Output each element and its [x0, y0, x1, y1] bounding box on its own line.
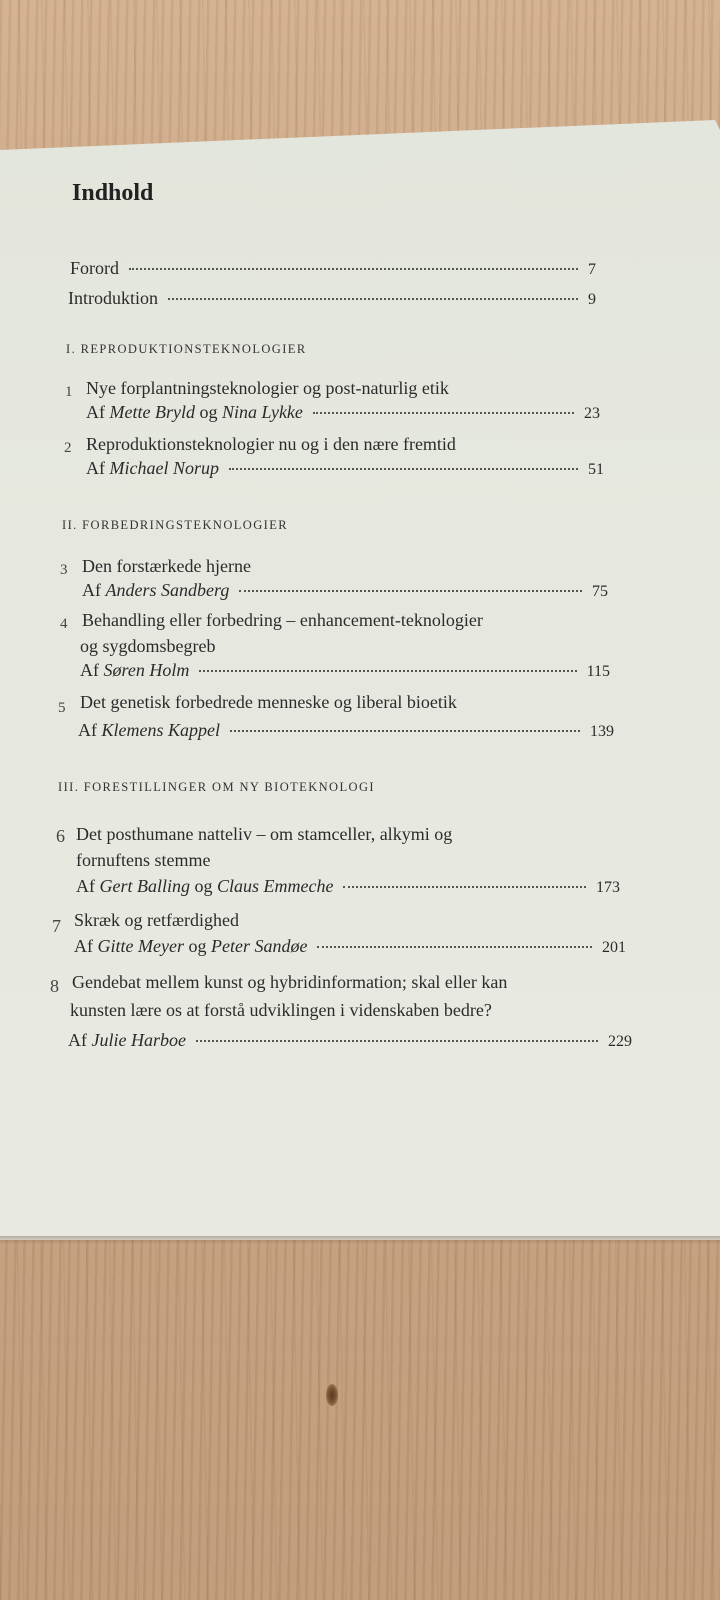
- af-label: Af: [86, 402, 105, 422]
- af-label: Af: [76, 876, 95, 896]
- page-number: 115: [586, 663, 610, 680]
- author-name: Gitte Meyer: [97, 936, 184, 956]
- chapter-number: 5: [58, 700, 66, 716]
- author-name: Claus Emmeche: [217, 876, 334, 896]
- dot-leader: [317, 946, 592, 948]
- page-number: 201: [602, 939, 626, 956]
- af-label: Af: [80, 660, 99, 680]
- entry-label: Introduktion: [68, 288, 158, 308]
- dot-leader: [129, 268, 578, 270]
- dot-leader: [313, 412, 574, 414]
- chapter-title: Den forstærkede hjerne: [82, 556, 251, 576]
- chapter-author: [86, 458, 604, 479]
- chapter-author: [78, 720, 614, 741]
- section-heading: III. FORESTILLINGER OM NY BIOTEKNOLOGI: [58, 780, 375, 794]
- toc-title: Indhold: [72, 180, 154, 206]
- chapter-number: 8: [50, 976, 59, 996]
- joiner: og: [194, 876, 213, 896]
- section-heading: I. REPRODUKTIONSTEKNOLOGIER: [66, 342, 307, 356]
- chapter-author: [68, 1030, 632, 1051]
- author-name: Nina Lykke: [221, 402, 303, 422]
- page-number: 51: [588, 461, 604, 478]
- page-number: 173: [596, 879, 620, 896]
- chapter-author: [82, 580, 608, 601]
- page-number: 229: [608, 1033, 632, 1050]
- chapter-author: [86, 402, 600, 423]
- author-name: Michael Norup: [109, 458, 219, 478]
- chapter-number: 6: [56, 826, 65, 846]
- chapter-title: Gendebat mellem kunst og hybridinformation; skal eller kan: [72, 972, 508, 992]
- chapter-title: Skræk og retfærdighed: [74, 910, 239, 930]
- section-heading: II. FORBEDRINGSTEKNOLOGIER: [62, 518, 288, 532]
- af-label: Af: [78, 720, 97, 740]
- joiner: og: [188, 936, 207, 956]
- joiner: og: [199, 402, 218, 422]
- entry-label: Forord: [70, 258, 119, 278]
- af-label: Af: [74, 936, 93, 956]
- page-number: 139: [590, 723, 614, 740]
- dot-leader: [229, 468, 578, 470]
- author-name: Peter Sandøe: [210, 936, 308, 956]
- chapter-title-continued: kunsten lære os at forstå udviklingen i videnskaben bedre?: [70, 1000, 492, 1020]
- author-name: Mette Bryld: [109, 402, 195, 422]
- af-label: Af: [86, 458, 105, 478]
- page-number: 7: [588, 261, 596, 278]
- dot-leader: [343, 886, 586, 888]
- chapter-number: 3: [60, 562, 68, 578]
- dot-leader: [168, 298, 578, 300]
- chapter-number: 7: [52, 916, 61, 936]
- author-name: Julie Harboe: [91, 1030, 186, 1050]
- author-name: Gert Balling: [99, 876, 190, 896]
- chapter-author: [74, 936, 626, 957]
- chapter-title-continued: fornuftens stemme: [76, 850, 211, 870]
- af-label: Af: [82, 580, 101, 600]
- chapter-number: 1: [65, 384, 73, 400]
- af-label: Af: [68, 1030, 87, 1050]
- dot-leader: [196, 1040, 598, 1042]
- dot-leader: [239, 590, 582, 592]
- chapter-author: [80, 660, 610, 681]
- page-number: 9: [588, 291, 596, 308]
- chapter-title: Det genetisk forbedrede menneske og liberal bioetik: [80, 692, 457, 712]
- page-number: 75: [592, 583, 608, 600]
- chapter-title: Behandling eller forbedring – enhancement-teknologier: [82, 610, 483, 630]
- dot-leader: [199, 670, 576, 672]
- page-number: 23: [584, 405, 600, 422]
- author-name: Anders Sandberg: [105, 580, 230, 600]
- dot-leader: [230, 730, 580, 732]
- chapter-title-continued: og sygdomsbegreb: [80, 636, 216, 656]
- chapter-title: Reproduktionsteknologier nu og i den nære fremtid: [86, 434, 456, 454]
- author-name: Søren Holm: [103, 660, 190, 680]
- author-name: Klemens Kappel: [101, 720, 220, 740]
- toc-entry-introduktion: [68, 288, 596, 309]
- chapter-title: Nye forplantningsteknologier og post-naturlig etik: [86, 378, 449, 398]
- chapter-title: Det posthumane natteliv – om stamceller, alkymi og: [76, 824, 453, 844]
- chapter-author: [76, 876, 620, 897]
- toc-entry-forord: [70, 258, 596, 279]
- chapter-number: 2: [64, 440, 72, 456]
- chapter-number: 4: [60, 616, 68, 632]
